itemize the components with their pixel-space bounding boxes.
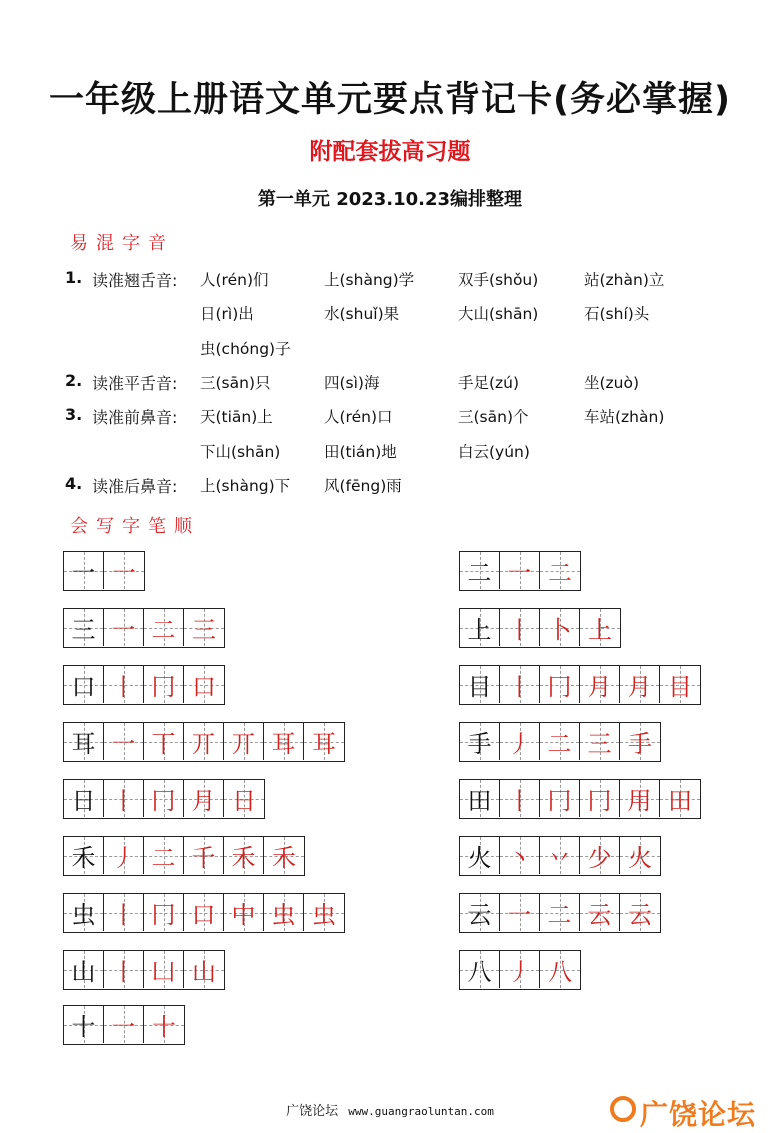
- stroke-grid-shan: [63, 950, 225, 990]
- pinyin-item: 大山(shān): [458, 305, 539, 323]
- stroke-grid-er: [63, 722, 345, 762]
- grid-cell: 手: [460, 723, 500, 760]
- grid-cell: 口: [184, 894, 224, 931]
- pinyin-item: 车站(zhàn): [584, 408, 665, 426]
- grid-cell: 虫: [304, 894, 344, 931]
- stroke-grid-ba: [459, 950, 581, 990]
- pinyin-item: 人(rén)口: [324, 408, 393, 426]
- pinyin-item: 上(shàng)学: [324, 271, 415, 289]
- grid-cell: 目: [660, 666, 700, 703]
- grid-cell: 口: [64, 666, 104, 703]
- stroke-grid-chong: [63, 893, 345, 933]
- stroke-grid-shou: [459, 722, 661, 762]
- pinyin-item: 上(shàng)下: [200, 477, 291, 495]
- grid-cell: 千: [184, 837, 224, 874]
- stroke-grid-ri: [63, 779, 265, 819]
- grid-cell: 丨: [104, 666, 144, 703]
- grid-cell: 二: [144, 609, 184, 646]
- stroke-grid-kou: [63, 665, 225, 705]
- stroke-grid-yi: [63, 551, 145, 591]
- grid-cell: 虫: [64, 894, 104, 931]
- stroke-grid-he: [63, 836, 305, 876]
- grid-cell: 月: [580, 666, 620, 703]
- grid-cell: 二: [460, 552, 500, 589]
- stroke-grid-mu: [459, 665, 701, 705]
- grid-cell: 月: [620, 666, 660, 703]
- pinyin-item: 石(shí)头: [584, 305, 650, 323]
- grid-cell: 手: [620, 723, 660, 760]
- stroke-order-section-heading: 会写字笔顺: [70, 516, 200, 537]
- stroke-grid-san: [63, 608, 225, 648]
- grid-cell: 目: [460, 666, 500, 703]
- grid-cell: 一: [104, 609, 144, 646]
- pinyin-item: 天(tiān)上: [200, 408, 273, 426]
- grid-cell: 丨: [500, 609, 540, 646]
- pinyin-item: 双手(shǒu): [458, 271, 539, 289]
- grid-cell: 八: [460, 951, 500, 988]
- pronunciation-section-heading: 易混字音: [70, 233, 174, 254]
- grid-cell: 禾: [264, 837, 304, 874]
- grid-cell: 云: [460, 894, 500, 931]
- grid-cell: 禾: [64, 837, 104, 874]
- grid-cell: 一: [500, 894, 540, 931]
- grid-cell: 日: [224, 780, 264, 817]
- grid-cell: 二: [540, 723, 580, 760]
- pinyin-item: 风(fēng)雨: [324, 477, 402, 495]
- grid-cell: 田: [460, 780, 500, 817]
- pinyin-item: 田(tián)地: [324, 443, 397, 461]
- grid-cell: 十: [144, 1006, 184, 1043]
- pinyin-item: 坐(zuò): [584, 374, 640, 392]
- grid-cell: 冂: [144, 666, 184, 703]
- grid-cell: 耳: [64, 723, 104, 760]
- logo-g-icon: [610, 1096, 636, 1122]
- grid-cell: 冂: [580, 780, 620, 817]
- grid-cell: 三: [64, 609, 104, 646]
- grid-cell: 冂: [540, 780, 580, 817]
- stroke-grid-tian: [459, 779, 701, 819]
- grid-cell: 上: [580, 609, 620, 646]
- pinyin-item: 三(sān)个: [458, 408, 529, 426]
- grid-cell: 三: [184, 609, 224, 646]
- grid-cell: 耳: [264, 723, 304, 760]
- grid-cell: 耳: [304, 723, 344, 760]
- group-label: 读准平舌音:: [92, 374, 178, 393]
- grid-cell: 丨: [104, 894, 144, 931]
- grid-cell: 冂: [144, 894, 184, 931]
- grid-cell: 云: [580, 894, 620, 931]
- pinyin-item: 站(zhàn)立: [584, 271, 665, 289]
- grid-cell: 中: [224, 894, 264, 931]
- grid-cell: 少: [580, 837, 620, 874]
- grid-cell: 十: [64, 1006, 104, 1043]
- grid-cell: 丨: [104, 780, 144, 817]
- grid-cell: 一: [104, 723, 144, 760]
- grid-cell: 二: [540, 894, 580, 931]
- grid-cell: 凵: [144, 951, 184, 988]
- pinyin-item: 人(rén)们: [200, 271, 269, 289]
- grid-cell: 口: [184, 666, 224, 703]
- stroke-grid-shi: [63, 1005, 185, 1045]
- logo-text: 广饶论坛: [640, 1098, 757, 1131]
- grid-cell: 火: [460, 837, 500, 874]
- site-logo: [606, 1093, 776, 1129]
- pinyin-item: 水(shuǐ)果: [324, 305, 400, 323]
- grid-cell: 一: [104, 552, 144, 589]
- pinyin-item: 下山(shān): [200, 443, 281, 461]
- group-number: 3.: [65, 405, 83, 424]
- grid-cell: 丨: [500, 666, 540, 703]
- grid-cell: 丶: [500, 837, 540, 874]
- grid-cell: 山: [184, 951, 224, 988]
- grid-cell: 丅: [144, 723, 184, 760]
- grid-cell: 卜: [540, 609, 580, 646]
- grid-cell: 火: [620, 837, 660, 874]
- stroke-grid-yun: [459, 893, 661, 933]
- grid-cell: 日: [64, 780, 104, 817]
- stroke-grid-shang: [459, 608, 621, 648]
- group-number: 2.: [65, 371, 83, 390]
- grid-cell: 冂: [540, 666, 580, 703]
- grid-cell: 山: [64, 951, 104, 988]
- grid-cell: 丌: [224, 723, 264, 760]
- grid-cell: 丷: [540, 837, 580, 874]
- grid-cell: 二: [144, 837, 184, 874]
- grid-cell: 一: [104, 1006, 144, 1043]
- page-subtitle: 附配套拔高习题: [309, 139, 471, 165]
- grid-cell: 云: [620, 894, 660, 931]
- grid-cell: 田: [660, 780, 700, 817]
- pinyin-item: 白云(yún): [458, 443, 530, 461]
- grid-cell: 三: [580, 723, 620, 760]
- grid-cell: 八: [540, 951, 580, 988]
- footer-site-name: 广饶论坛: [286, 1104, 339, 1119]
- grid-cell: 用: [620, 780, 660, 817]
- stroke-grid-huo: [459, 836, 661, 876]
- grid-cell: 虫: [264, 894, 304, 931]
- grid-cell: 一: [64, 552, 104, 589]
- pinyin-item: 手足(zú): [458, 374, 520, 392]
- grid-cell: 丿: [500, 951, 540, 988]
- grid-cell: 一: [500, 552, 540, 589]
- grid-cell: 丿: [500, 723, 540, 760]
- grid-cell: 冂: [144, 780, 184, 817]
- group-label: 读准翘舌音:: [92, 271, 178, 290]
- grid-cell: 月: [184, 780, 224, 817]
- group-label: 读准前鼻音:: [92, 408, 178, 427]
- grid-cell: 禾: [224, 837, 264, 874]
- grid-cell: 丌: [184, 723, 224, 760]
- grid-cell: 二: [540, 552, 580, 589]
- pinyin-item: 三(sān)只: [200, 374, 271, 392]
- footer-url[interactable]: www.guangraoluntan.com: [348, 1105, 494, 1118]
- grid-cell: 上: [460, 609, 500, 646]
- pinyin-item: 虫(chóng)子: [200, 340, 291, 358]
- grid-cell: 丿: [104, 837, 144, 874]
- pinyin-item: 日(rì)出: [200, 305, 254, 323]
- page-title: 一年级上册语文单元要点背记卡(务必掌握): [49, 80, 731, 120]
- group-number: 1.: [65, 268, 83, 287]
- grid-cell: 丨: [500, 780, 540, 817]
- group-number: 4.: [65, 474, 83, 493]
- pinyin-item: 四(sì)海: [324, 374, 380, 392]
- group-label: 读准后鼻音:: [92, 477, 178, 496]
- unit-date-line: 第一单元 2023.10.23编排整理: [257, 189, 523, 210]
- grid-cell: 丨: [104, 951, 144, 988]
- stroke-grid-er2: [459, 551, 581, 591]
